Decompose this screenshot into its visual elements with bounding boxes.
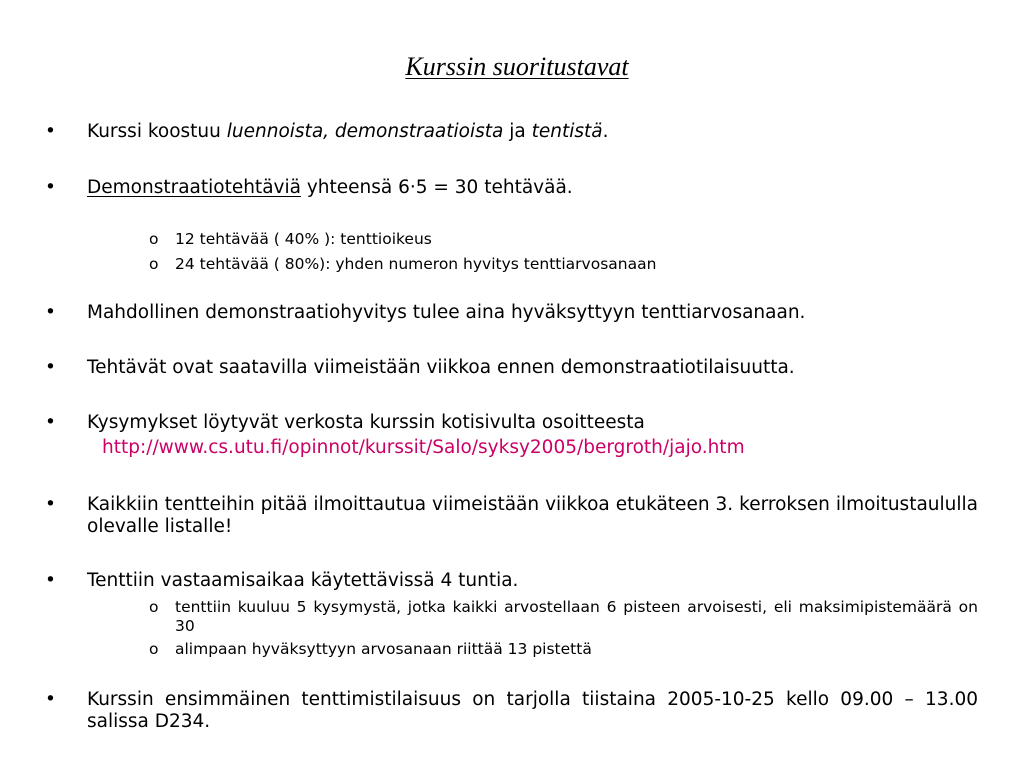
bullet-availability: • Tehtävät ovat saatavilla viimeistään viikkoa ennen demonstraatiotilaisuutta. <box>45 357 795 378</box>
bullet-icon: • <box>45 412 56 433</box>
sub-bullet-icon: o <box>149 255 159 273</box>
sub-item-exam-questions: o tenttiin kuuluu 5 kysymystä, jotka kaikki arvostellaan 6 pisteen arvoisesti, eli maksimipistemäärä on 30 <box>149 598 978 635</box>
sub-bullet-icon: o <box>149 230 159 248</box>
bullet-course-composition <box>45 121 978 143</box>
bullet-icon: • <box>45 570 56 591</box>
bullet-first-exam: • Kurssin ensimmäinen tenttimistilaisuus on tarjolla tiistaina 2005-10-25 kello 09.00 – 13.00 salissa D234. <box>45 689 978 732</box>
bullet-text: Demonstraatiotehtäviä yhteensä 6·5 = 30 tehtävää. <box>87 177 573 198</box>
bullet-registration: • Kaikkiin tentteihin pitää ilmoittautua viimeistään viikkoa etukäteen 3. kerroksen ilmoitustaululla olevalle listalle! <box>45 494 978 537</box>
bullet-icon: • <box>45 494 56 515</box>
bullet-icon: • <box>45 689 56 710</box>
sub-item-exam-right: o 12 tehtävää ( 40% ): tenttioikeus <box>149 230 432 248</box>
sub-item-passing-score: o alimpaan hyväksyttyyn arvosanaan riittää 13 pistettä <box>149 640 592 658</box>
sub-bullet-icon: o <box>149 640 159 658</box>
bullet-icon: • <box>45 177 56 198</box>
bullet-icon: • <box>45 302 56 323</box>
slide-title: Kurssin suoritustavat <box>405 52 629 81</box>
course-homepage-link[interactable]: http://www.cs.utu.fi/opinnot/kurssit/Salo/syksy2005/bergroth/jajo.htm <box>102 437 745 458</box>
bullet-text: Kurssi koostuu luennoista, demonstraatioista ja tentistä. <box>87 121 609 142</box>
bullet-bonus: • Mahdollinen demonstraatiohyvitys tulee aina hyväksyttyyn tenttiarvosanaan. <box>45 302 806 323</box>
bullet-exam-duration: • Tenttiin vastaamisaikaa käytettävissä 4 tuntia. <box>45 570 519 591</box>
bullet-questions-online: • Kysymykset löytyvät verkosta kurssin kotisivulta osoitteesta <box>45 412 645 433</box>
sub-item-grade-bonus: o 24 tehtävää ( 80%): yhden numeron hyvitys tenttiarvosanaan <box>149 255 657 273</box>
bullet-icon: • <box>45 121 56 142</box>
sub-bullet-icon: o <box>149 598 159 616</box>
bullet-icon: • <box>45 357 56 378</box>
demonstrations-link[interactable]: Demonstraatiotehtäviä <box>87 177 301 198</box>
bullet-demonstrations <box>45 177 978 199</box>
